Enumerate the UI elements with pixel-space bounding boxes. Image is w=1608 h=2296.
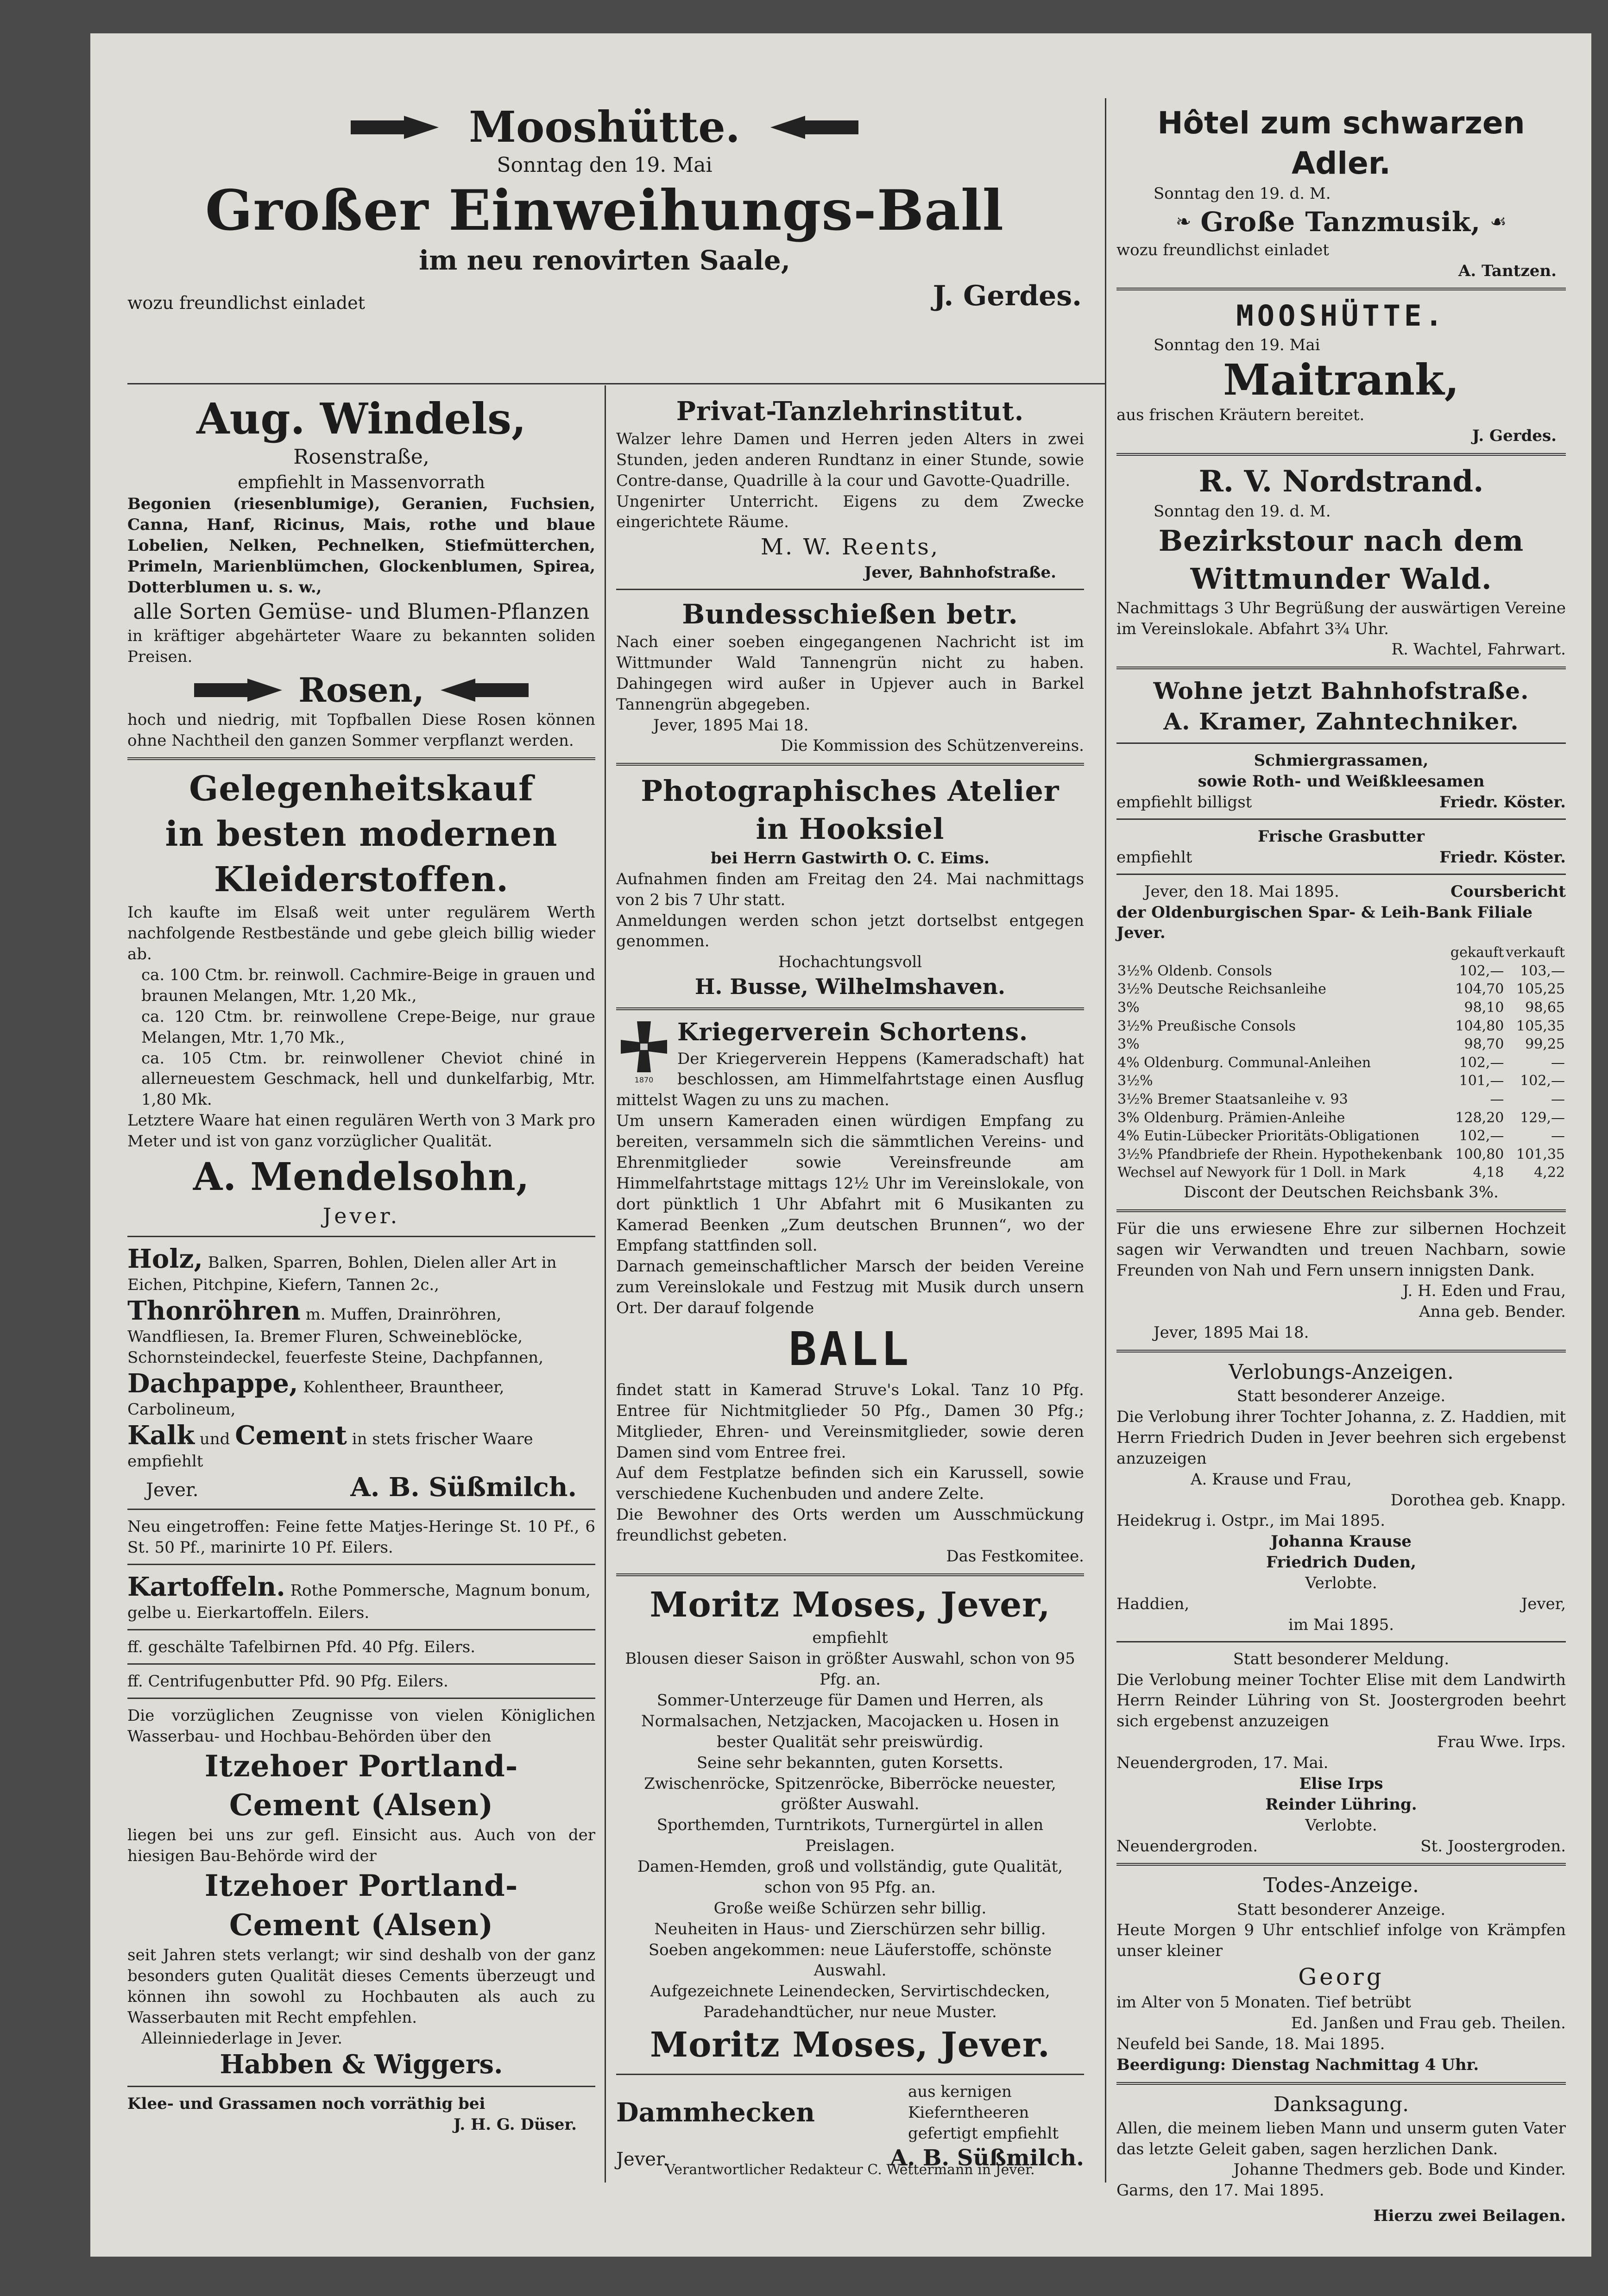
rv-event-2: Wittmunder Wald. [1190, 561, 1492, 596]
bund-date: Jever, 1895 Mai 18. [653, 716, 809, 735]
moses-8: Neuheiten in Haus- und Zierschürzen sehr billig. [654, 1919, 1046, 1938]
rate-sell: — [1551, 1054, 1565, 1071]
holz-text: Balken, Sparren, Bohlen, Dielen aller Art in Eichen, Pitchpine, Kiefern, Tannen 2c., [127, 1253, 557, 1295]
damm-sign: A. B. Süßmilch. [890, 2145, 1084, 2171]
rate-name: 3% Oldenburg. Prämien-Anleihe [1117, 1109, 1345, 1126]
rate-name: 3½% Oldenb. Consols [1117, 962, 1272, 979]
table-row [1116, 962, 1566, 981]
moses-title-2: Moritz Moses, Jever. [650, 2025, 1050, 2065]
rate-sell: 105,25 [1516, 981, 1565, 998]
verl-title: Verlobungs-Anzeigen. [1229, 1360, 1454, 1384]
coursbericht [1116, 881, 1566, 1203]
editor-footer: Verantwortlicher Redakteur C. Wettermann in Jever. [665, 2162, 1035, 2178]
dank2-date: Garms, den 17. Mai 1895. [1116, 2181, 1324, 2200]
verl2-name-2: Reinder Lühring. [1265, 1795, 1417, 1814]
column-divider-left [605, 385, 606, 2183]
holz-label: Holz, [127, 1243, 203, 1274]
divider [127, 1698, 595, 1699]
middle-column [616, 395, 1084, 2173]
dank1-date: Jever, 1895 Mai 18. [1154, 1323, 1309, 1342]
itz-title-4: Cement (Alsen) [229, 1907, 494, 1943]
todes-anzeige [1116, 1872, 1566, 2075]
krieg-text-2: Um unsern Kameraden einen würdigen Empfang zu bereiten, versammeln sich die sämmtlichen Vereins- und Ehrenmitglieder sowie Vereinsfreunde am Himmelfahrtstage mittags 12½ Uhr im Vereinslokale, von dort pünktlich 1 Uhr Abfahrt mit 6 Musikanten zu Kamerad Beenken „Zum deutschen Brunnen“, wo der Empfang stattfinden soll. [616, 1112, 1084, 1255]
ball-subtitle: im neu renovirten Saale, [419, 244, 790, 276]
mendelsohn-city: Jever. [322, 1203, 400, 1229]
verl-jever: Jever, [1521, 1594, 1566, 1613]
divider [1116, 2082, 1566, 2085]
verl-date: im Mai 1895. [1288, 1615, 1394, 1634]
divider [127, 1509, 595, 1510]
divider [127, 1663, 595, 1665]
moses-2: Sommer-Unterzeuge für Damen und Herren, als Normalsachen, Netzjacken, Macojacken u. Hosen in bester Qualität sehr preiswürdig. [641, 1691, 1059, 1751]
itz-title-3: Itzehoer Portland- [204, 1868, 518, 1904]
ball-text-3: Die Bewohner des Orts werden um Ausschmückung freundlichst gebeten. [616, 1505, 1084, 1545]
dank1-text: Für die uns erwiesene Ehre zur silbernen Hochzeit sagen wir Verwandten und treuen Nachbarn, sowie Freunden von Nah und Fern unsern innigsten Dank. [1116, 1219, 1566, 1280]
gelegen-item-3: ca. 105 Ctm. br. reinwollener Cheviot chiné in allerneuestem Geschmack, hell und dunkelfarbig, Mtr. 1,80 Mk. [141, 1049, 595, 1109]
table-row [1116, 1072, 1566, 1090]
verl-sign-2: Dorothea geb. Knapp. [1390, 1491, 1566, 1510]
kramer-2: A. Kramer, Zahntechniker. [1163, 708, 1519, 736]
left-column-body [127, 395, 595, 2135]
newspaper-page [90, 33, 1591, 2257]
rate-buy: 98,70 [1464, 1036, 1504, 1053]
rate-buy: 128,20 [1455, 1109, 1504, 1126]
divider [616, 2074, 1084, 2075]
bund-text: Nach einer soeben eingegangenen Nachricht ist im Wittmunder Wald Tannengrün nicht zu haben. Dahingegen wird außer in Upjever auch in Barkel Tannengrün abgegeben. [616, 633, 1084, 714]
table-row [1116, 999, 1566, 1017]
windels-offer: empfiehlt in Massenvorrath [238, 472, 485, 492]
verl2-name-1: Elise Irps [1299, 1774, 1383, 1793]
verl2-place: Neuendergroden, 17. Mai. [1116, 1754, 1329, 1773]
divider [1116, 874, 1566, 875]
tod-burial: Beerdigung: Dienstag Nachmittag 4 Uhr. [1116, 2055, 1479, 2074]
rv-event-1: Bezirkstour nach dem [1158, 523, 1524, 558]
gelegen-title-3: Kleiderstoffen. [214, 859, 509, 900]
verl-text-1: Die Verlobung ihrer Tochter Johanna, z. Z. Haddien, mit Herrn Friedrich Duden in Jever beehren sich ergebenst anzuzeigen [1116, 1408, 1566, 1468]
gelegen-note: Letztere Waare hat einen regulären Werth von 3 Mark pro Meter und ist von ganz vorzüglicher Qualität. [127, 1111, 595, 1151]
rate-sell: 101,35 [1516, 1146, 1565, 1163]
butter-ad: ff. Centrifugenbutter Pfd. 90 Pfg. Eilers. [127, 1672, 448, 1691]
divider [616, 1573, 1084, 1576]
verl-name-2: Friedrich Duden, [1266, 1553, 1417, 1572]
kost-empf: empfiehlt billigst [1116, 793, 1252, 812]
adler-event: Große Tanzmusik, [1200, 206, 1481, 238]
adler-invite: wozu freundlichst einladet [1116, 240, 1329, 259]
matjes-ad: Neu eingetroffen: Feine fette Matjes-Heringe St. 10 Pf., 6 St. 50 Pf., marinirte 10 Pf. Eilers. [127, 1517, 595, 1557]
tod-name: Georg [1298, 1963, 1384, 1991]
gelegen-intro: Ich kaufte im Elsaß weit unter regulärem Werth nachfolgende Restbestände und gebe gleich billig wieder ab. [127, 903, 595, 964]
kost-1: Schmiergrassamen, [1254, 751, 1429, 770]
moses-10: Aufgezeichnete Leinendecken, Servirtischdecken, Paradehandtücher, nur neue Muster. [650, 1982, 1050, 2022]
dank2-title: Danksagung. [1273, 2092, 1409, 2116]
damm-city: Jever. [616, 2149, 669, 2170]
divider [127, 2086, 595, 2087]
photo-text: Aufnahmen finden am Freitag den 24. Mai nachmittags von 2 bis 7 Uhr statt. [616, 869, 1084, 909]
itz-intro: Die vorzüglichen Zeugnisse von vielen Königlichen Wasserbau- und Hochbau-Behörden über den [127, 1706, 595, 1746]
windels-note: in kräftiger abgehärteter Waare zu bekannten soliden Preisen. [127, 627, 595, 666]
adler-title: Hôtel zum schwarzen Adler. [1157, 105, 1525, 182]
rate-buy: 104,70 [1455, 981, 1504, 998]
thon-label: Thonröhren [127, 1295, 301, 1326]
tanz-text: Walzer lehre Damen und Herren jeden Alters in zwei Stunden, jeden anderen Rundtanz in einer Stunde, sowie Contre-danse, Quadrille à la cour und Gavotte-Quadrille. [616, 429, 1084, 490]
moses-4: Zwischenröcke, Spitzenröcke, Biberröcke neuester, größter Auswahl. [644, 1774, 1056, 1814]
ornament-icon: ☙ [1490, 211, 1507, 233]
verl-verlobte: Verlobte. [1305, 1574, 1377, 1593]
rate-buy: 98,10 [1464, 1000, 1504, 1016]
photo-place: in Hooksiel [756, 812, 945, 846]
divider [127, 1236, 595, 1237]
rosen-title: Rosen, [298, 670, 424, 710]
kalk-label: Kalk [127, 1420, 195, 1451]
habben-wiggers: Habben & Wiggers. [220, 2049, 503, 2080]
rate-sell: 102,— [1520, 1073, 1565, 1089]
krieg-title: Kriegerverein Schortens. [677, 1018, 1028, 1046]
verl-statt: Statt besonderer Anzeige. [1236, 1387, 1446, 1406]
suss-name: A. B. Süßmilch. [350, 1472, 577, 1503]
dank2-sign: Johanne Thedmers geb. Bode und Kinder. [1233, 2160, 1566, 2179]
itzehoer-ad [127, 1705, 595, 2080]
itz-agent: Alleinniederlage in Jever. [141, 2029, 343, 2048]
windels-title: Aug. Windels, [196, 394, 526, 444]
mooshuette-maitrank-ad [1116, 297, 1566, 446]
tod-sign: Ed. Janßen und Frau geb. Theilen. [1291, 2014, 1566, 2033]
rate-name: 4% Oldenburg. Communal-Anleihen [1117, 1054, 1371, 1071]
kriegerverein-ad [616, 1017, 1084, 1567]
rate-sell: 99,25 [1525, 1036, 1565, 1053]
kalk-text: in stets frischer Waare [352, 1429, 533, 1448]
rate-name: 3½% Deutsche Reichsanleihe [1117, 981, 1326, 998]
rate-buy: 102,— [1459, 1128, 1504, 1145]
itz-title-2: Cement (Alsen) [229, 1787, 494, 1823]
danksagung [1116, 2091, 1566, 2202]
verl2-sign: Frau Wwe. Irps. [1437, 1733, 1566, 1752]
rate-buy: — [1490, 1091, 1504, 1108]
photo-sign: H. Busse, Wilhelmshaven. [694, 974, 1006, 1000]
rate-buy: 4,18 [1473, 1164, 1504, 1181]
itz-title-1: Itzehoer Portland- [204, 1749, 518, 1784]
moos-date: Sonntag den 19. Mai [1154, 336, 1320, 355]
mooshuette-title: Mooshütte. [469, 102, 740, 152]
gelegenheitskauf-ad [127, 767, 595, 1230]
kurs-title: der Oldenburgischen Spar- & Leih-Bank Filiale Jever. [1116, 903, 1533, 943]
divider [127, 757, 595, 760]
tanzinstitut-ad [616, 395, 1084, 583]
rv-text: Nachmittags 3 Uhr Begrüßung der auswärtigen Vereine im Vereinslokale. Abfahrt 3¾ Uhr. [1116, 598, 1566, 638]
rate-buy: 104,80 [1455, 1018, 1504, 1034]
tod-title: Todes-Anzeige. [1263, 1874, 1419, 1898]
table-row [1116, 980, 1566, 999]
thon-text: m. Muffen, Drainröhren, Wandfliesen, Ia. Bremer Fluren, Schweineblöcke, Schornsteindeckel, feuerfeste Steine, Dachpfannen, [127, 1305, 544, 1367]
divider [127, 1629, 595, 1630]
itz-mid: liegen bei uns zur gefl. Einsicht aus. Auch von der hiesigen Bau-Behörde wird der [127, 1826, 595, 1866]
bund-sign: Die Kommission des Schützenvereins. [781, 736, 1084, 755]
damm-text: aus kernigen Kieferntheeren gefertigt empfiehlt [908, 2082, 1059, 2143]
table-row [1116, 1145, 1566, 1164]
verl2-place-2: St. Joostergroden. [1420, 1837, 1566, 1856]
tanz-sign: M. W. Reents, [760, 534, 940, 560]
divider [616, 763, 1084, 766]
table-row [1116, 1127, 1566, 1145]
rate-name: 3% [1117, 1000, 1140, 1016]
adler-sign: A. Tantzen. [1458, 261, 1557, 280]
verl2-text: Die Verlobung meiner Tochter Elise mit dem Landwirth Herrn Reinder Lühring von St. Joostergroden beehrt sich ergebenst anzuzeigen [1116, 1670, 1566, 1731]
pointing-hand-icon [768, 111, 861, 144]
divider [1116, 818, 1566, 820]
rates-header [1116, 944, 1566, 962]
moses-1: Blousen dieser Saison in größter Auswahl, schon von 95 Pfg. an. [625, 1649, 1075, 1689]
divider [1116, 1350, 1566, 1352]
verl-place: Heidekrug i. Ostpr., im Mai 1895. [1116, 1511, 1386, 1530]
krieg-text-3: Darnach gemeinschaftlicher Marsch der beiden Vereine zum Vereinslokale und Festzug mit Musik durch unsern Ort. Der darauf folgende [616, 1257, 1084, 1318]
table-row [1116, 1035, 1566, 1054]
rate-buy: 101,— [1459, 1073, 1504, 1089]
verlobungs-anzeigen [1116, 1359, 1566, 1856]
rate-name: Wechsel auf Newyork für 1 Doll. in Mark [1117, 1164, 1406, 1181]
moses-7: Große weiße Schürzen sehr billig. [713, 1899, 987, 1918]
divider [127, 1564, 595, 1565]
rate-sell: 4,22 [1534, 1164, 1565, 1181]
table-row [1116, 1109, 1566, 1127]
moos-sign: J. Gerdes. [1472, 426, 1557, 445]
empfiehlt: empfiehlt [127, 1452, 203, 1471]
rv-title: R. V. Nordstrand. [1198, 464, 1484, 499]
itz-text: seit Jahren stets verlangt; wir sind deshalb von der ganz besonders guten Qualität dieses Cements überzeugt und können ihn sowohl zu Hochbauten als auch zu Wasserbauten mit Recht empfehlen. [127, 1946, 595, 2027]
tod-statt: Statt besonderer Anzeige. [1236, 1900, 1446, 1919]
windels-plants: Begonien (riesenblumige), Geranien, Fuchsien, Canna, Hanf, Ricinus, Mais, rothe und blaue Lobelien, Nelken, Pechnelken, Stiefmütterchen, Primeln, Marienblümchen, Glockenblumen, Spirea, Dotterblumen u. s. w., [127, 495, 595, 597]
kramer-1: Wohne jetzt Bahnhofstraße. [1153, 677, 1529, 705]
rate-name: 3½% Pfandbriefe der Rhein. Hypothekenbank [1117, 1146, 1443, 1163]
moses-9: Soeben angekommen: neue Läuferstoffe, schönste Auswahl. [648, 1940, 1052, 1980]
rate-sell: 105,35 [1516, 1018, 1565, 1034]
rate-name: 3½% Preußische Consols [1117, 1018, 1296, 1034]
right-column [1116, 103, 1566, 2227]
grasbutter-ad [1116, 826, 1566, 868]
photo-greet: Hochachtungsvoll [778, 953, 922, 972]
ball-sign: Das Festkomitee. [946, 1547, 1084, 1566]
tanz-addr: Jever, Bahnhofstraße. [864, 563, 1056, 582]
invite-text: wozu freundlichst einladet [127, 293, 365, 314]
moritz-moses-ad [616, 1583, 1084, 2068]
rate-sell: 129,— [1520, 1109, 1565, 1126]
klee-sign: J. H. G. Düser. [453, 2115, 577, 2134]
kurs-date: Jever, den 18. Mai 1895. [1144, 882, 1339, 901]
mendelsohn-name: A. Mendelsohn, [193, 1154, 530, 1199]
moos-text: aus frischen Kräutern bereitet. [1116, 405, 1365, 424]
danksagung-silberhochzeit [1116, 1219, 1566, 1343]
bundesschiessen-ad [616, 597, 1084, 757]
left-column [127, 103, 1082, 315]
table-row [1116, 1054, 1566, 1072]
gelegen-title-1: Gelegenheitskauf [189, 769, 534, 809]
verl2-statt: Statt besonderer Meldung. [1233, 1649, 1450, 1668]
svg-text:1870: 1870 [634, 1075, 654, 1084]
photo-title: Photographisches Atelier [641, 774, 1059, 808]
rates-table [1116, 944, 1566, 1182]
iron-cross-icon [616, 1017, 672, 1086]
ornament-icon: ❧ [1175, 211, 1192, 233]
suessmilch-ad [127, 1244, 595, 1503]
krieg-text-1: Der Kriegerverein Heppens (Kameradschaft) hat beschlossen, am Himmelfahrtstage einen Ausflug mittelst Wagen zu uns zu machen. [616, 1049, 1084, 1110]
ball-title: Großer Einweihungs-Ball [205, 177, 1004, 243]
kost-2: sowie Roth- und Weißkleesamen [1198, 772, 1485, 791]
rate-name: 4% Eutin-Lübecker Prioritäts-Obligationen [1117, 1128, 1420, 1145]
windels-veg: alle Sorten Gemüse- und Blumen-Pflanzen [133, 599, 590, 624]
mooshuette-date: Sonntag den 19. Mai [497, 153, 713, 177]
kurs-label: Coursbericht [1450, 882, 1566, 901]
signature: J. Gerdes. [933, 280, 1082, 313]
table-row [1116, 1164, 1566, 1182]
rate-sell: 98,65 [1525, 1000, 1565, 1016]
kartoffeln-text: Rothe Pommersche, Magnum bonum, gelbe u. Eierkartoffeln. Eilers. [127, 1581, 591, 1623]
pointing-hand-icon [438, 674, 531, 706]
divider [1116, 1863, 1566, 1866]
cement-label: Cement [235, 1420, 347, 1451]
rate-name: 3½% Bremer Staatsanleihe v. 93 [1117, 1091, 1348, 1108]
nordstrand-ad [1116, 462, 1566, 660]
und-text: und [199, 1429, 230, 1448]
rv-sign: R. Wachtel, Fahrwart. [1391, 640, 1566, 659]
moses-empf: empfiehlt [812, 1629, 888, 1648]
divider [616, 589, 1084, 590]
moses-5: Sporthemden, Turntrikots, Turnergürtel in allen Preislagen. [656, 1816, 1044, 1856]
dach-text: Kohlentheer, Brauntheer, Carbolineum, [127, 1378, 504, 1419]
gras-empf: empfiehlt [1116, 848, 1192, 867]
rate-buy: 102,— [1459, 1054, 1504, 1071]
tanz-note: Ungenirter Unterricht. Eigens zu dem Zwecke eingerichtete Räume. [616, 492, 1084, 532]
tod-text: Heute Morgen 9 Uhr entschlief infolge von Krämpfen unser kleiner [1116, 1921, 1566, 1961]
divider [616, 1007, 1084, 1010]
adler-ad [1116, 103, 1566, 281]
header-rule [127, 383, 1105, 384]
verl2-place-1: Neuendergroden. [1116, 1837, 1258, 1856]
rate-sell: — [1551, 1128, 1565, 1145]
windels-ad [127, 395, 595, 751]
photo-atelier-ad [616, 772, 1084, 1001]
rate-buy: 102,— [1459, 962, 1504, 979]
adler-date: Sonntag den 19. d. M. [1154, 184, 1331, 203]
windels-street: Rosenstraße, [293, 445, 429, 469]
beilagen-note: Hierzu zwei Beilagen. [1373, 2207, 1566, 2226]
damm-label: Dammhecken [616, 2097, 815, 2128]
divider [1116, 453, 1566, 456]
gras-title: Frische Grasbutter [1258, 827, 1425, 846]
koester-ad [1116, 750, 1566, 813]
kurs-discont: Discont der Deutschen Reichsbank 3%. [1184, 1183, 1499, 1201]
gelegen-item-2: ca. 120 Ctm. br. reinwollene Crepe-Beige, nur graue Melangen, Mtr. 1,70 Mk., [141, 1007, 595, 1047]
table-row [1116, 1090, 1566, 1109]
ball-heading: BALL [788, 1321, 912, 1376]
photo-note: Anmeldungen werden schon jetzt dortselbst entgegen genommen. [616, 911, 1084, 951]
dank1-sign-1: J. H. Eden und Frau, [1402, 1282, 1566, 1301]
divider [1116, 742, 1566, 744]
moos-event: Maitrank, [1223, 355, 1459, 405]
kost-sign: Friedr. Köster. [1439, 793, 1566, 812]
gelegen-title-2: in besten modernen [165, 814, 558, 855]
column-divider-right [1105, 98, 1106, 2183]
verl2-verlobte: Verlobte. [1305, 1816, 1377, 1835]
rate-name: 3½% [1117, 1073, 1153, 1089]
dach-label: Dachpappe, [127, 1368, 298, 1399]
gelegen-item-1: ca. 100 Ctm. br. reinwoll. Cachmire-Beige in grauen und braunen Melangen, Mtr. 1,20 Mk., [141, 966, 595, 1005]
kartoffeln-label: Kartoffeln. [127, 1571, 285, 1602]
rate-name: 3% [1117, 1036, 1140, 1053]
divider [1116, 288, 1566, 290]
divider [1116, 667, 1566, 669]
rv-date: Sonntag den 19. d. M. [1154, 502, 1331, 521]
rate-sell: 103,— [1520, 962, 1565, 979]
suss-city: Jever. [146, 1479, 199, 1501]
moos-title: MOOSHÜTTE. [1236, 299, 1446, 333]
table-row [1116, 1017, 1566, 1036]
moses-3: Seine sehr bekannten, guten Korsetts. [696, 1753, 1003, 1772]
divider [1116, 1641, 1566, 1642]
rosen-text: hoch und niedrig, mit Topfballen Diese Rosen können ohne Nachtheil den ganzen Sommer verpflanzt werden. [127, 710, 595, 750]
birnen-ad: ff. geschälte Tafelbirnen Pfd. 40 Pfg. Eilers. [127, 1638, 476, 1657]
bund-title: Bundesschießen betr. [682, 598, 1018, 630]
verl-name-1: Johanna Krause [1271, 1532, 1412, 1551]
photo-host: bei Herrn Gastwirth O. C. Eims. [711, 849, 990, 868]
klee-ad: Klee- und Grassamen noch vorräthig bei [127, 2094, 486, 2113]
pointing-hand-icon [192, 674, 284, 706]
mooshuette-ad [127, 103, 1082, 315]
dammhecken-ad [616, 2082, 1084, 2173]
verl-haddien: Haddien, [1116, 1594, 1190, 1613]
moses-6: Damen-Hemden, groß und vollständig, gute Qualität, schon von 95 Pfg. an. [637, 1857, 1063, 1897]
verl-sign-1: A. Krause und Frau, [1191, 1470, 1352, 1489]
dank2-text: Allen, die meinem lieben Mann und unserm guten Vater das letzte Geleit gaben, sagen herzlichen Dank. [1116, 2119, 1566, 2158]
moses-title: Moritz Moses, Jever, [650, 1585, 1051, 1625]
rate-sell: — [1551, 1091, 1565, 1108]
col-gekauft: gekauft [1450, 944, 1504, 961]
gras-sign: Friedr. Köster. [1439, 848, 1566, 867]
tanz-title: Privat-Tanzlehrinstitut. [676, 396, 1024, 427]
ball-text-2: Auf dem Festplatze befinden sich ein Karussell, sowie verschiedene Kuchenbuden und andere Zelte. [616, 1464, 1084, 1503]
ball-text: findet statt in Kamerad Struve's Lokal. Tanz 10 Pfg. Entree für Nichtmitglieder 50 Pfg., Damen 30 Pfg.; Mitglieder, Ehren- und Vereinsmitglieder, sowie deren Damen sind vom Entree frei. [616, 1380, 1084, 1462]
dank1-sign-2: Anna geb. Bender. [1419, 1302, 1566, 1321]
divider [1116, 1209, 1566, 1212]
pointing-hand-icon [348, 111, 441, 144]
rate-buy: 100,80 [1455, 1146, 1504, 1163]
tod-text-2: im Alter von 5 Monaten. Tief betrübt [1116, 1993, 1411, 2012]
col-verkauft: verkauft [1506, 944, 1565, 961]
tod-place: Neufeld bei Sande, 18. Mai 1895. [1116, 2034, 1385, 2053]
